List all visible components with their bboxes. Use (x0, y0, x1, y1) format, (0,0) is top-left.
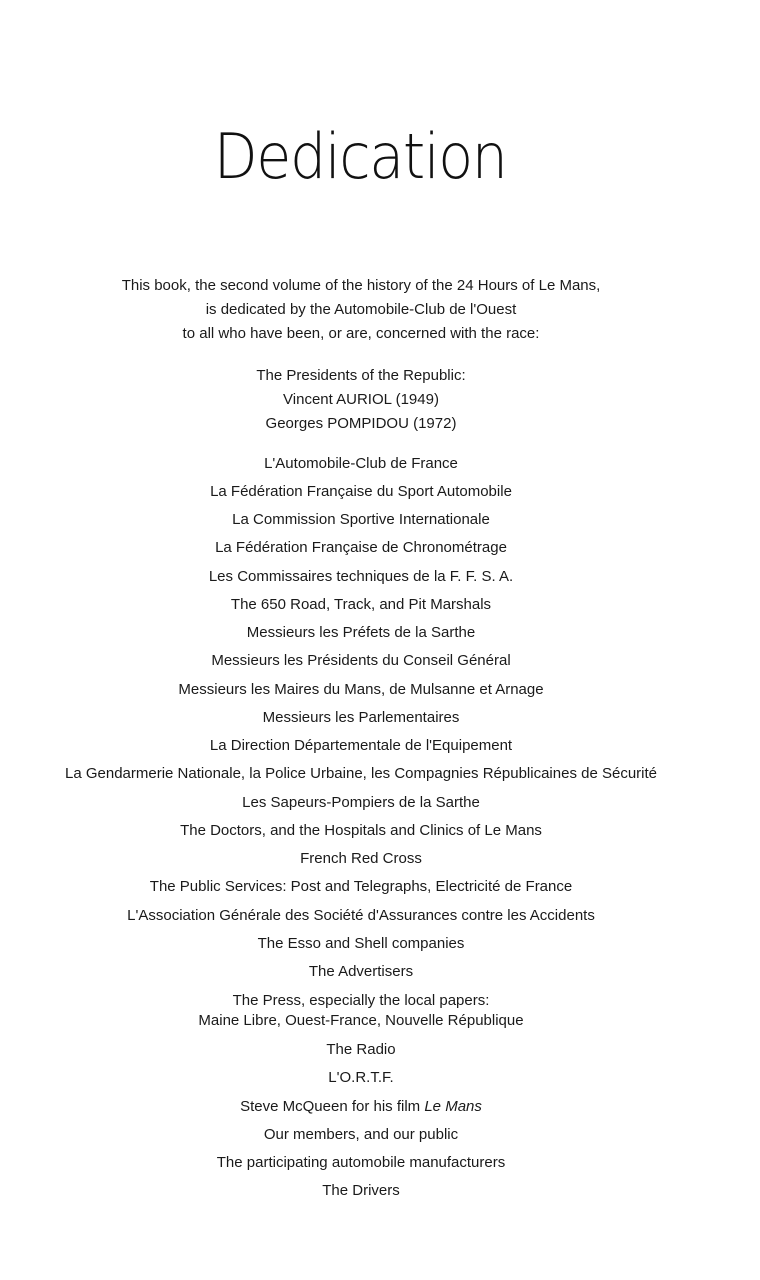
press-entry (0, 991, 722, 1031)
dedication-entry: The 650 Road, Track, and Pit Marshals (230, 596, 492, 613)
dedication-entry: The Drivers (322, 1182, 400, 1199)
dedication-entry: The Esso and Shell companies (257, 935, 465, 952)
dedication-entry: Messieurs les Maires du Mans, de Mulsanne et Arnage (178, 681, 544, 698)
dedication-entry: L'Association Générale des Société d'Assurances contre les Accidents (127, 907, 595, 924)
dedication-entry: Les Commissaires techniques de la F. F. S. A. (208, 568, 514, 585)
intro-line: to all who have been, or are, concerned with the race: (182, 325, 540, 342)
dedication-entry: Messieurs les Préfets de la Sarthe (246, 624, 476, 641)
press-papers-line: Maine Libre, Ouest-France, Nouvelle République (198, 1012, 524, 1029)
dedication-entry: French Red Cross (300, 850, 422, 867)
dedication-entry: La Direction Départementale de l'Equipement (209, 737, 513, 754)
president-name: Vincent AURIOL (1949) (283, 391, 439, 408)
dedication-entry: Messieurs les Présidents du Conseil Général (211, 652, 511, 669)
dedication-entry: La Commission Sportive Internationale (232, 511, 490, 528)
dedication-entry: The Public Services: Post and Telegraphs, Electricité de France (149, 878, 573, 895)
dedication-entry: L'O.R.T.F. (328, 1069, 394, 1086)
dedication-entry: La Fédération Française de Chronométrage (215, 539, 507, 556)
dedication-entry: La Gendarmerie Nationale, la Police Urbaine, les Compagnies Républicaines de Sécurité (65, 765, 657, 782)
dedication-entry: La Fédération Française du Sport Automobile (210, 483, 512, 500)
dedication-entry: The Doctors, and the Hospitals and Clinics of Le Mans (180, 822, 542, 839)
intro-paragraph (0, 274, 722, 346)
press-line: The Press, especially the local papers: (232, 992, 490, 1009)
president-name: Georges POMPIDOU (1972) (265, 415, 457, 432)
page-title: Dedication (213, 120, 507, 193)
presidents-heading: The Presidents of the Republic: (256, 367, 466, 384)
dedication-entry: The Advertisers (308, 963, 414, 980)
intro-line: This book, the second volume of the history of the 24 Hours of Le Mans, (121, 277, 601, 294)
dedication-entry: Les Sapeurs-Pompiers de la Sarthe (242, 794, 480, 811)
intro-line: is dedicated by the Automobile-Club de l'Ouest (205, 301, 517, 318)
dedication-entry: The Radio (326, 1041, 396, 1058)
dedication-entry: L'Automobile-Club de France (264, 455, 458, 472)
dedication-entry: Our members, and our public (263, 1126, 459, 1143)
film-title: Le Mans (424, 1098, 482, 1115)
dedication-entry: The participating automobile manufacturers (216, 1154, 506, 1171)
mcqueen-entry (0, 1096, 722, 1118)
presidents-block (0, 364, 722, 436)
mcqueen-text: Steve McQueen for his film (240, 1098, 425, 1115)
dedication-entry: Messieurs les Parlementaires (262, 709, 460, 726)
